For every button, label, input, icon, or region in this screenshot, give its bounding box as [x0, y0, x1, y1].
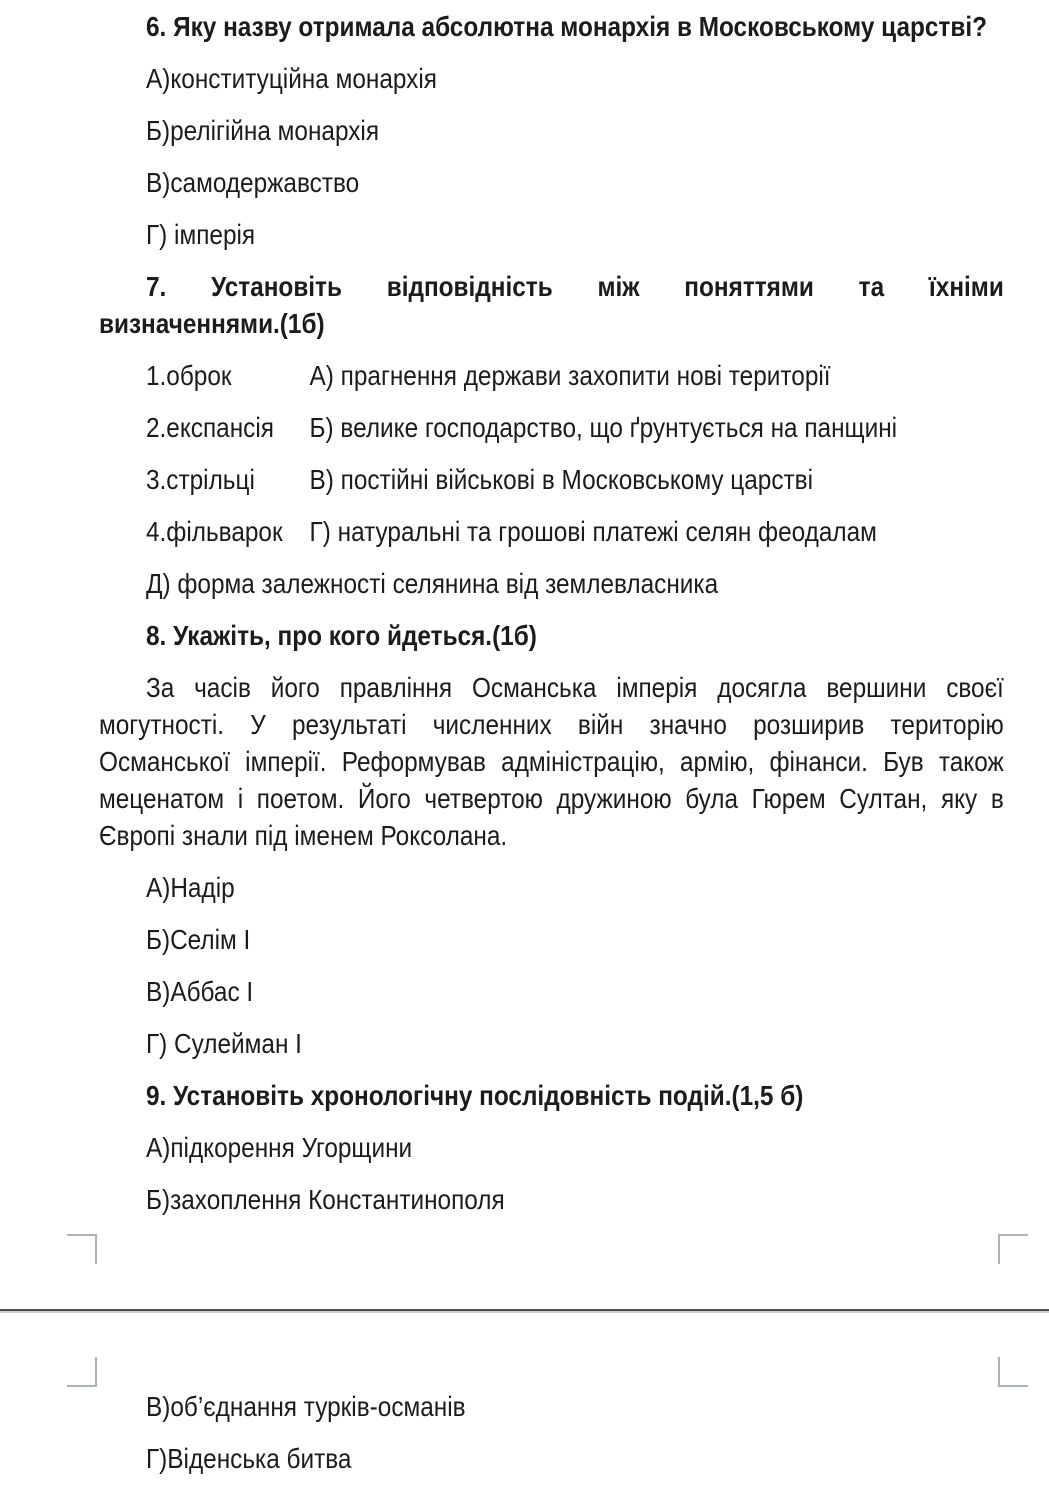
- question-9-option-b: Б)захоплення Константинополя: [145, 1184, 505, 1215]
- page1-corner-marks: [0, 1234, 1049, 1264]
- question-7-title-line2: визначеннями.(1б): [99, 308, 325, 339]
- matching-definition-a: А) прагнення держави захопити нові території: [309, 360, 831, 391]
- question-6-title: 6. Яку назву отримала абсолютна монархія в Московському царстві?: [145, 11, 987, 42]
- matching-definition-b: Б) велике господарство, що ґрунтується на панщині: [309, 412, 898, 443]
- matching-row-1: [99, 357, 1004, 394]
- question-8-title: 8. Укажіть, про кого йдеться.(1б): [145, 620, 537, 651]
- corner-mark-right-icon: [998, 1234, 1028, 1264]
- matching-definition-g: Г) натуральні та грошові платежі селян феодалам: [309, 516, 877, 547]
- corner-mark-right-icon: [998, 1357, 1028, 1387]
- question-9-option-g: Г)Віденська битва: [145, 1443, 352, 1474]
- question-7-title-line1: 7. Установіть відповідність між поняттями та їхніми: [145, 271, 1004, 302]
- question-9-title: 9. Установіть хронологічну послідовність подій.(1,5 б): [145, 1080, 804, 1111]
- question-8-paragraph: За часів його правління Османська імперія досягла вершини своєї могутності. У результаті численних війн значно розширив територію Османської імперії. Реформував адміністрацію, армію, фінанси. Був також меценатом і поетом. Його четвертою дружиною була Гюрем Султан, яку в Європі знали під іменем Роксолана.: [99, 672, 1004, 851]
- question-6-option-b: Б)релігійна монархія: [145, 115, 380, 146]
- matching-term-4: 4.фільварок: [145, 516, 283, 547]
- corner-mark-left-icon: [67, 1234, 97, 1264]
- matching-row-3: [99, 461, 1004, 498]
- question-9-option-a: А)підкорення Угорщини: [145, 1132, 413, 1163]
- matching-row-4: [99, 513, 1004, 550]
- matching-term-1: 1.оброк: [145, 360, 232, 391]
- matching-term-2: 2.експансія: [145, 412, 274, 443]
- page1-content: [99, 0, 1004, 1218]
- page-break-divider: [0, 1309, 1049, 1313]
- page2-content: [99, 1388, 1004, 1477]
- question-8-option-g: Г) Сулейман I: [145, 1028, 302, 1059]
- question-6-option-a: А)конституційна монархія: [145, 63, 437, 94]
- question-8-option-b: Б)Селім I: [145, 924, 251, 955]
- question-8-option-a: А)Надір: [145, 872, 235, 903]
- question-6-option-g: Г) імперія: [145, 219, 256, 250]
- matching-row-2: [99, 409, 1004, 446]
- matching-definition-d: Д) форма залежності селянина від землевласника: [145, 568, 719, 599]
- matching-definition-v: В) постійні військові в Московському царстві: [309, 464, 814, 495]
- page2-corner-marks: [0, 1357, 1049, 1387]
- corner-mark-left-icon: [67, 1357, 97, 1387]
- question-9-option-v: В)об’єднання турків-османів: [145, 1391, 466, 1422]
- question-8-option-v: В)Аббас I: [145, 976, 254, 1007]
- question-6-option-v: В)самодержавство: [145, 167, 360, 198]
- matching-term-3: 3.стрільці: [145, 464, 255, 495]
- question-7-title: [99, 268, 1004, 342]
